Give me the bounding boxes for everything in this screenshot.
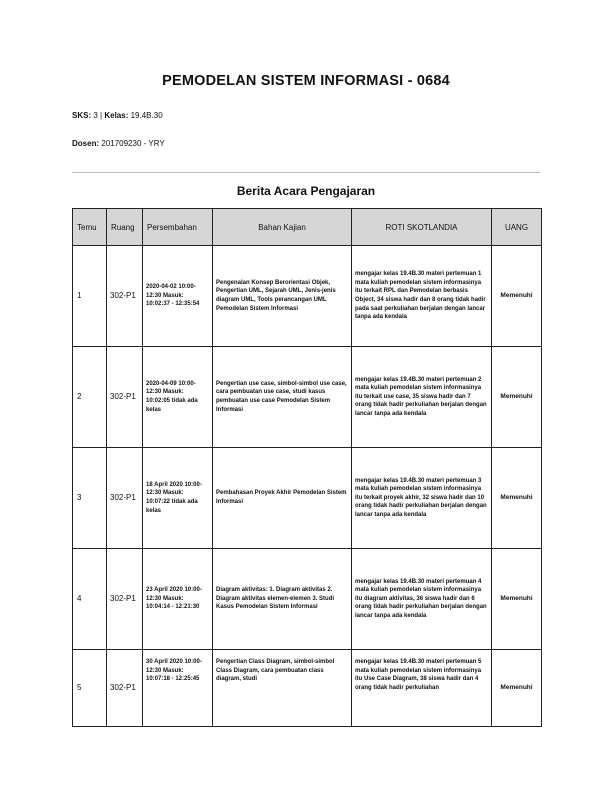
header-uang: UANG bbox=[492, 209, 542, 246]
dosen-line bbox=[72, 139, 165, 148]
meta-separator: | bbox=[100, 111, 103, 120]
header-temu: Temu bbox=[73, 209, 107, 246]
cell-bahan-kajian: Pengertian use case, simbol-simbol use case, cara pembuatan use case, studi kasus pembuatan use case Pemodelan Sistem Informasi bbox=[213, 347, 352, 448]
header-roti-skotlandia: ROTI SKOTLANDIA bbox=[352, 209, 492, 246]
table-row bbox=[73, 549, 542, 650]
cell-bahan-kajian: Pembahasan Proyek Akhir Pemodelan Sistem Informasi bbox=[213, 448, 352, 549]
cell-persembahan: 2020-04-02 10:00-12:30 Masuk: 10:02:37 - 12:35:54 bbox=[143, 246, 213, 347]
table-row bbox=[73, 650, 542, 727]
cell-temu: 3 bbox=[73, 448, 107, 549]
cell-temu: 4 bbox=[73, 549, 107, 650]
dosen-label: Dosen: bbox=[72, 139, 100, 148]
cell-persembahan: 2020-04-09 10:00-12:30 Masuk: 10:02:05 tidak ada kelas bbox=[143, 347, 213, 448]
header-bahan-kajian: Bahan Kajian bbox=[213, 209, 352, 246]
dosen-value: 201709230 - YRY bbox=[101, 139, 165, 148]
cell-uang: Memenuhi bbox=[492, 246, 542, 347]
kelas-label: Kelas: bbox=[104, 111, 129, 120]
cell-roti-skotlandia bbox=[352, 650, 492, 727]
cell-uang: Memenuhi bbox=[492, 448, 542, 549]
table-row bbox=[73, 347, 542, 448]
cell-bahan-kajian: Diagram aktivitas: 1. Diagram aktivitas 2. Diagram aktivitas elemen-elemen 3. Studi Kasus Pemodelan Sistem Informasi bbox=[213, 549, 352, 650]
header-persembahan: Persembahan bbox=[143, 209, 213, 246]
cell-bahan-kajian-text: Pengertian Class Diagram, simbol-simbol Class Diagram, cara pembuatan class diagram, studi bbox=[216, 659, 335, 683]
cell-persembahan-text: 30 April 2020 10:00-12:30 Masuk: 10:07:18 - 12:25:45 bbox=[146, 659, 202, 683]
header-ruang: Ruang bbox=[107, 209, 143, 246]
cell-ruang: 302-P1 bbox=[107, 347, 143, 448]
course-title: PEMODELAN SISTEM INFORMASI - 0684 bbox=[162, 73, 450, 89]
kelas-value: 19.4B.30 bbox=[130, 111, 163, 120]
cell-persembahan: 18 April 2020 10:00-12:30 Masuk: 10:07:22 tidak ada kelas bbox=[143, 448, 213, 549]
section-title: Berita Acara Pengajaran bbox=[236, 184, 376, 198]
course-meta bbox=[72, 111, 163, 120]
cell-roti-skotlandia: mengajar kelas 19.4B.30 materi pertemuan 1 mata kuliah pemodelan sistem informasinya itu terkait RPL dan Pemodelan berbasis Object, 34 siswa hadir dan 8 orang tidak hadir pada saat perkuliahan berjalan dengan lancar tanpa ada kendala bbox=[352, 246, 492, 347]
cell-roti-skotlandia: mengajar kelas 19.4B.30 materi pertemuan 4 mata kuliah pemodelan sistem informasinya itu diagram aktivitas, 36 siswa hadir dan 6 orang tidak hadir perkuliahan berjalan dengan lancar tanpa ada kendala bbox=[352, 549, 492, 650]
cell-persembahan bbox=[143, 650, 213, 727]
cell-temu: 2 bbox=[73, 347, 107, 448]
cell-roti-skotlandia: mengajar kelas 19.4B.30 materi pertemuan 2 mata kuliah pemodelan sistem informasinya itu terkait use case, 35 siswa hadir dan 7 orang tidak hadir perkuliahan berjalan dengan lancar tanpa ada kendala bbox=[352, 347, 492, 448]
table-row bbox=[73, 246, 542, 347]
cell-roti-skotlandia-text: mengajar kelas 19.4B.30 materi pertemuan 5 mata kuliah pemodelan sistem informasinya itu Use Case Diagram, 38 siswa hadir dan 4 orang tidak hadir perkuliahan bbox=[355, 659, 482, 691]
cell-uang: Memenuhi bbox=[492, 549, 542, 650]
table-header-row bbox=[73, 209, 542, 246]
berita-acara-table bbox=[72, 208, 542, 727]
cell-temu: 1 bbox=[73, 246, 107, 347]
cell-ruang: 302-P1 bbox=[107, 650, 143, 727]
cell-ruang: 302-P1 bbox=[107, 549, 143, 650]
cell-ruang: 302-P1 bbox=[107, 246, 143, 347]
sks-value: 3 bbox=[93, 111, 98, 120]
cell-uang: Memenuhi bbox=[492, 347, 542, 448]
sks-label: SKS: bbox=[72, 111, 92, 120]
table-row bbox=[73, 448, 542, 549]
cell-temu: 5 bbox=[73, 650, 107, 727]
cell-bahan-kajian bbox=[213, 650, 352, 727]
cell-bahan-kajian: Pengenalan Konsep Berorientasi Objek, Pengertian UML, Sejarah UML, Jenis-jenis diagram UML, Tools perancangan UML Pemodelan Sistem Informasi bbox=[213, 246, 352, 347]
divider bbox=[72, 172, 540, 173]
cell-roti-skotlandia: mengajar kelas 19.4B.30 materi pertemuan 3 mata kuliah pemodelan sistem informasinya itu terkait proyek akhir, 32 siswa hadir dan 10 orang tidak hadir perkuliahan berjalan dengan lancar tanpa ada kendala bbox=[352, 448, 492, 549]
cell-persembahan: 23 April 2020 10:00-12:30 Masuk: 10:04:14 - 12:21:30 bbox=[143, 549, 213, 650]
cell-ruang: 302-P1 bbox=[107, 448, 143, 549]
cell-uang: Memenuhi bbox=[492, 650, 542, 727]
